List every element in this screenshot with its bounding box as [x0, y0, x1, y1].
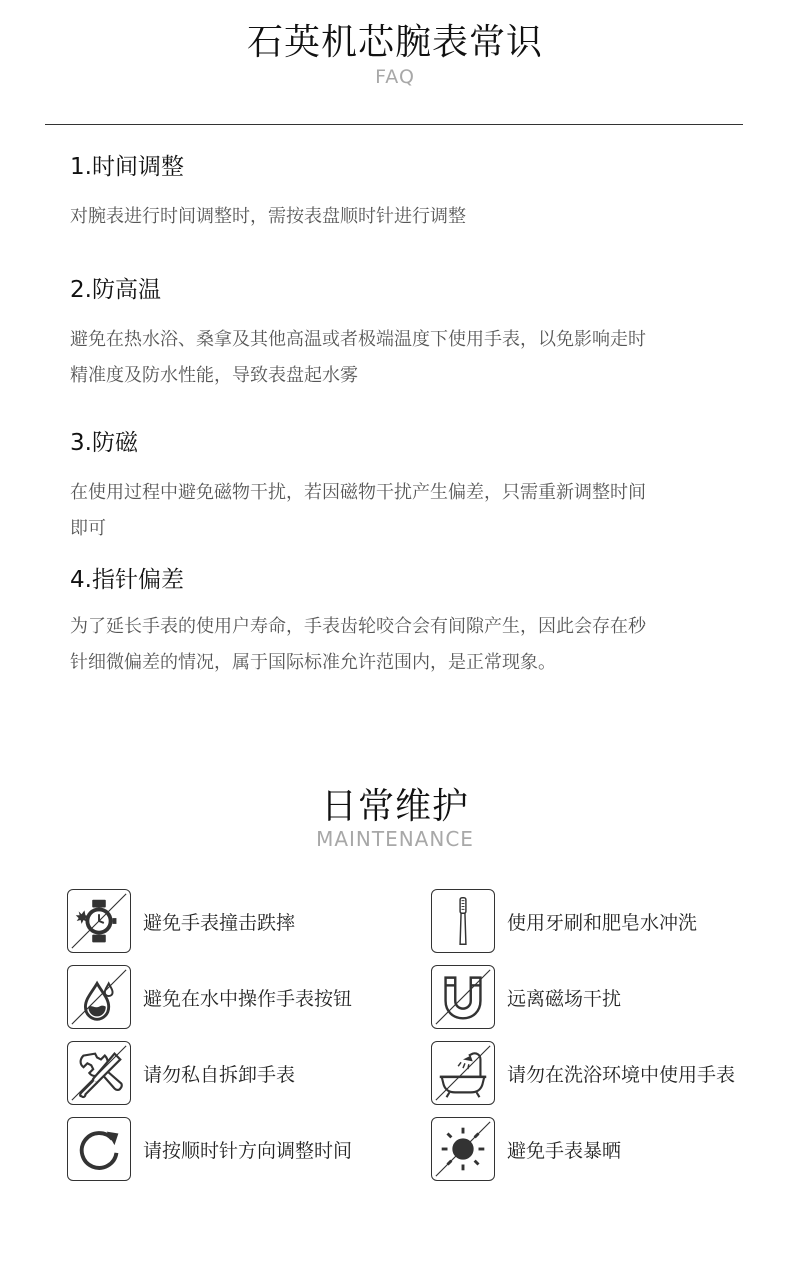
faq-heading: 2.防高温 — [70, 277, 161, 303]
tip-magnetic — [431, 964, 621, 1030]
tip-label: 避免手表撞击跌摔 — [143, 911, 296, 934]
tools-icon — [67, 1041, 131, 1105]
tip-label: 远离磁场干扰 — [507, 987, 622, 1010]
tip-avoid-impact — [67, 888, 295, 954]
tip-no-bath — [431, 1040, 735, 1106]
divider — [45, 124, 743, 125]
tip-label: 避免手表暴晒 — [507, 1139, 622, 1162]
faq-item-heat — [70, 275, 730, 394]
maintenance-subtitle: MAINTENANCE — [316, 827, 474, 851]
tip-label: 请按顺时针方向调整时间 — [143, 1139, 353, 1162]
faq-text: 即可 — [70, 518, 106, 539]
watch-impact-icon — [67, 889, 131, 953]
faq-text: 对腕表进行时间调整时，需按表盘顺时针进行调整 — [70, 206, 466, 227]
tip-label: 请勿私自拆卸手表 — [143, 1063, 296, 1086]
tip-water-buttons — [67, 964, 352, 1030]
faq-heading: 3.防磁 — [70, 430, 138, 456]
faq-item-time-adjust — [70, 152, 730, 235]
tip-label: 使用牙刷和肥皂水冲洗 — [507, 911, 698, 934]
water-drop-icon — [67, 965, 131, 1029]
tip-label: 避免在水中操作手表按钮 — [143, 987, 353, 1010]
faq-item-hand-deviation — [70, 565, 730, 681]
clockwise-arrow-icon — [67, 1117, 131, 1181]
tip-clockwise — [67, 1116, 352, 1182]
tip-toothbrush — [431, 888, 697, 954]
tip-label: 请勿在洗浴环境中使用手表 — [507, 1063, 736, 1086]
faq-subtitle: FAQ — [375, 66, 415, 88]
tip-no-sun — [431, 1116, 621, 1182]
faq-text: 精准度及防水性能，导致表盘起水雾 — [70, 365, 358, 386]
faq-heading: 1.时间调整 — [70, 154, 184, 180]
faq-text: 在使用过程中避免磁物干扰，若因磁物干扰产生偏差，只需重新调整时间 — [70, 482, 646, 503]
faq-text: 针细微偏差的情况，属于国际标准允许范围内，是正常现象。 — [70, 652, 556, 673]
faq-heading: 4.指针偏差 — [70, 567, 184, 593]
faq-text: 避免在热水浴、桑拿及其他高温或者极端温度下使用手表，以免影响走时 — [70, 329, 646, 350]
faq-title: 石英机芯腕表常识 — [246, 22, 543, 63]
bathtub-icon — [431, 1041, 495, 1105]
faq-item-magnetic — [70, 428, 730, 547]
tip-no-disassembly — [67, 1040, 295, 1106]
magnet-icon — [431, 965, 495, 1029]
maintenance-title: 日常维护 — [320, 786, 469, 827]
sun-icon — [431, 1117, 495, 1181]
faq-text: 为了延长手表的使用户寿命，手表齿轮咬合会有间隙产生，因此会存在秒 — [70, 616, 646, 637]
toothbrush-icon — [431, 889, 495, 953]
